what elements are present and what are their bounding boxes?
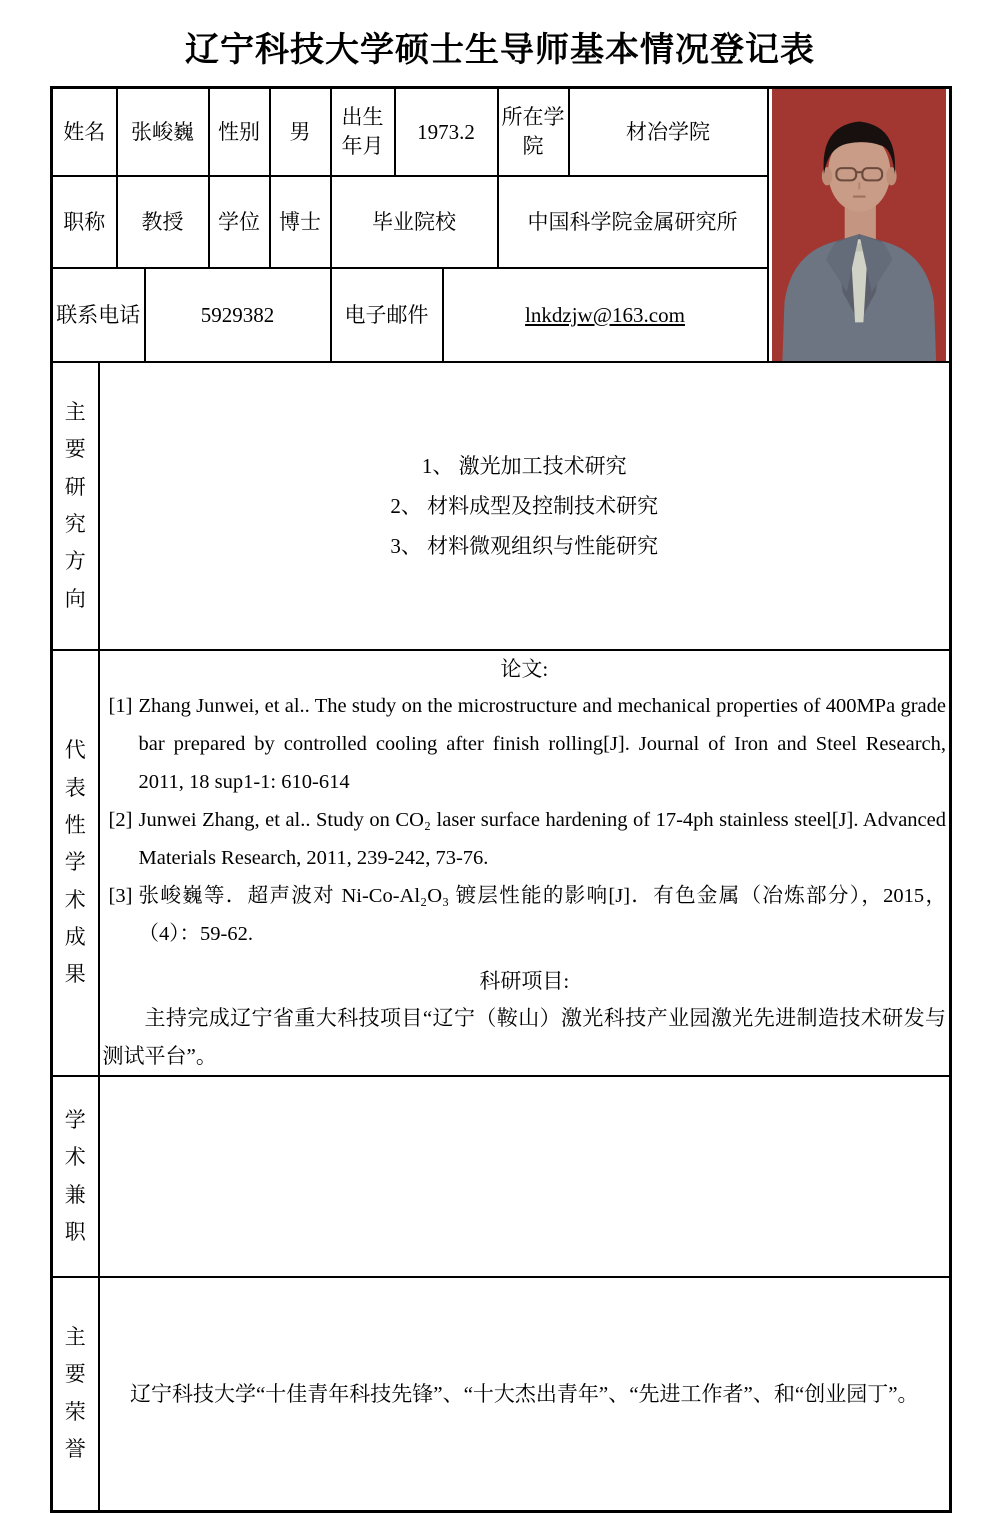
research-item: 2、 材料成型及控制技术研究 (390, 494, 659, 518)
honors-text: 辽宁科技大学“十佳青年科技先锋”、“十大杰出青年”、“先进工作者”、和“创业园丁”。 (129, 1381, 919, 1406)
gender-value: 男 (270, 88, 331, 176)
paper-text: Junwei Zhang, et al.. Study on CO₂ laser surface hardening of 17-4ph stainless steel[J]. Advanced Materials Research, 2011, 239-242, 73-76. (138, 809, 946, 869)
college-value: 材冶学院 (569, 88, 768, 176)
phone-label: 联系电话 (52, 268, 145, 362)
research-section-content (99, 362, 951, 650)
papers-heading: 论文: (500, 657, 549, 681)
college-label: 所在学院 (498, 88, 569, 176)
projects-heading: 科研项目: (479, 969, 570, 993)
paper-text: 张峻巍等．超声波对 Ni-Co-Al₂O₃ 镀层性能的影响[J]．有色金属（冶炼部分），2015，（4）：59-62. (138, 885, 946, 945)
table-row (52, 1277, 951, 1511)
id-photo (768, 88, 951, 363)
supervisor-info-table (50, 86, 952, 1513)
job-title-label: 职称 (52, 176, 117, 268)
research-section-label-text: 主要研究方向 (64, 399, 86, 611)
name-label: 姓名 (52, 88, 117, 176)
page-title: 辽宁科技大学硕士生导师基本情况登记表 (185, 32, 815, 69)
name-value: 张峻巍 (117, 88, 209, 176)
portrait-photo (772, 89, 947, 361)
paper-text: Zhang Junwei, et al.. The study on the microstructure and mechanical properties of 400MPa grade bar prepared by controlled cooling after finish rolling[J]. Journal of Iron and Steel Research, 2011, 18 sup1-1: 610-614 (138, 695, 946, 793)
honors-section-content (99, 1277, 951, 1511)
paper-reference (103, 687, 947, 801)
birth-label: 出生年月 (331, 88, 395, 176)
portrait-photo-drawing (772, 89, 947, 361)
achievements-section-label-text: 代表性学术成果 (64, 738, 86, 987)
table-row (52, 1076, 951, 1277)
honors-section-label-text: 主要荣誉 (64, 1325, 86, 1462)
research-item: 1、 激光加工技术研究 (421, 454, 627, 478)
table-row (52, 88, 951, 176)
job-title-value: 教授 (117, 176, 209, 268)
positions-section-label-text: 学术兼职 (64, 1107, 86, 1244)
honors-section-label (52, 1277, 99, 1511)
degree-label: 学位 (209, 176, 270, 268)
positions-section-label (52, 1076, 99, 1277)
paper-index: [1] (108, 695, 133, 717)
phone-value: 5929382 (145, 268, 331, 362)
degree-value: 博士 (270, 176, 331, 268)
achievements-section-content (99, 650, 951, 1076)
graduate-school-label: 毕业院校 (331, 176, 498, 268)
birth-value: 1973.2 (395, 88, 498, 176)
paper-reference (103, 877, 947, 953)
email-text: lnkdzjw@163.com (525, 302, 685, 327)
paper-index: [2] (108, 809, 133, 831)
positions-section-content (99, 1076, 951, 1277)
email-label: 电子邮件 (331, 268, 443, 362)
graduate-school-value: 中国科学院金属研究所 (498, 176, 768, 268)
achievements-section-label (52, 650, 99, 1076)
paper-reference (103, 801, 947, 877)
email-value (443, 268, 768, 362)
research-item: 3、 材料微观组织与性能研究 (390, 534, 659, 558)
project-text: 主持完成辽宁省重大科技项目“辽宁（鞍山）激光科技产业园激光先进制造技术研发与测试平台”。 (102, 1006, 946, 1068)
paper-index: [3] (108, 885, 133, 907)
gender-label: 性别 (209, 88, 270, 176)
table-row (52, 650, 951, 1076)
research-section-label (52, 362, 99, 650)
table-row (52, 362, 951, 650)
